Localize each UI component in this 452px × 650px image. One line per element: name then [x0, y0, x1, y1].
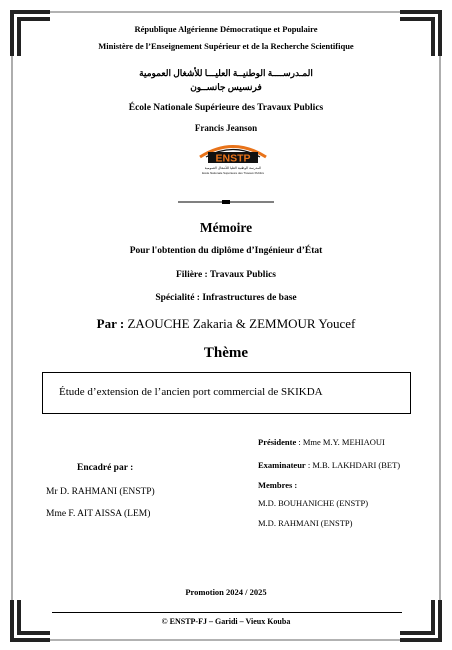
theme-heading: Thème — [203, 345, 249, 361]
theme-box — [42, 372, 411, 414]
par-label: Par : — [96, 316, 125, 331]
jury-examiner — [258, 460, 400, 470]
jury-member-2: M.D. RAHMANI (ENSTP) — [258, 518, 353, 528]
president-label: Présidente — [258, 437, 297, 447]
jury-member-1: M.D. BOUHANICHE (ENSTP) — [258, 498, 369, 508]
francis-jeanson: Francis Jeanson — [194, 123, 258, 133]
logo-arabic-caption: المدرسة الوطنية العليا للأشغال العمومية — [204, 166, 262, 170]
promotion: Promotion 2024 / 2025 — [185, 587, 267, 597]
authors-line — [0, 316, 452, 332]
republic-line: République Algérienne Démocratique et Populaire — [134, 24, 318, 34]
logo-text: ENSTP — [215, 152, 251, 165]
supervisor-1: Mr D. RAHMANI (ENSTP) — [46, 487, 155, 497]
authors-names: ZAOUCHE Zakaria & ZEMMOUR Youcef — [127, 316, 356, 331]
diploma-purpose: Pour l'obtention du diplôme d’Ingénieur d’État — [129, 246, 323, 256]
footer-divider — [52, 612, 402, 613]
president-name: : Mme M.Y. MEHIAOUI — [298, 437, 385, 447]
filiere: Filière : Travaux Publics — [175, 270, 276, 280]
enstp-logo — [196, 138, 270, 180]
examiner-name: : M.B. LAKHDARI (BET) — [307, 460, 401, 470]
members-label: Membres : — [258, 480, 298, 490]
arabic-school-name: المـدرســــة الوطنيــة العليـــا للأشغال العمومية — [139, 68, 313, 78]
theme-text: Étude d’extension de l’ancien port commercial de SKIKDA — [59, 386, 323, 398]
school-name: École Nationale Supérieure des Travaux Publics — [128, 103, 324, 113]
supervised-by-label: Encadré par : — [77, 463, 134, 473]
separator-ornament — [178, 200, 274, 204]
logo-french-caption: Ecole Nationale Supérieure des Travaux Publics — [202, 171, 264, 175]
supervisor-2: Mme F. AIT AISSA (LEM) — [46, 509, 151, 519]
specialite: Spécialité : Infrastructures de base — [155, 293, 297, 303]
ministry-line: Ministère de l’Enseignement Supérieur et de la Recherche Scientifique — [98, 41, 354, 51]
jury-president — [258, 437, 385, 447]
examiner-label: Examinateur — [258, 460, 306, 470]
footer-address: © ENSTP-FJ – Garidi – Vieux Kouba — [161, 617, 291, 626]
arabic-francis-jeanson: فرنسيس جانســون — [190, 82, 262, 92]
document-type: Mémoire — [199, 220, 253, 235]
